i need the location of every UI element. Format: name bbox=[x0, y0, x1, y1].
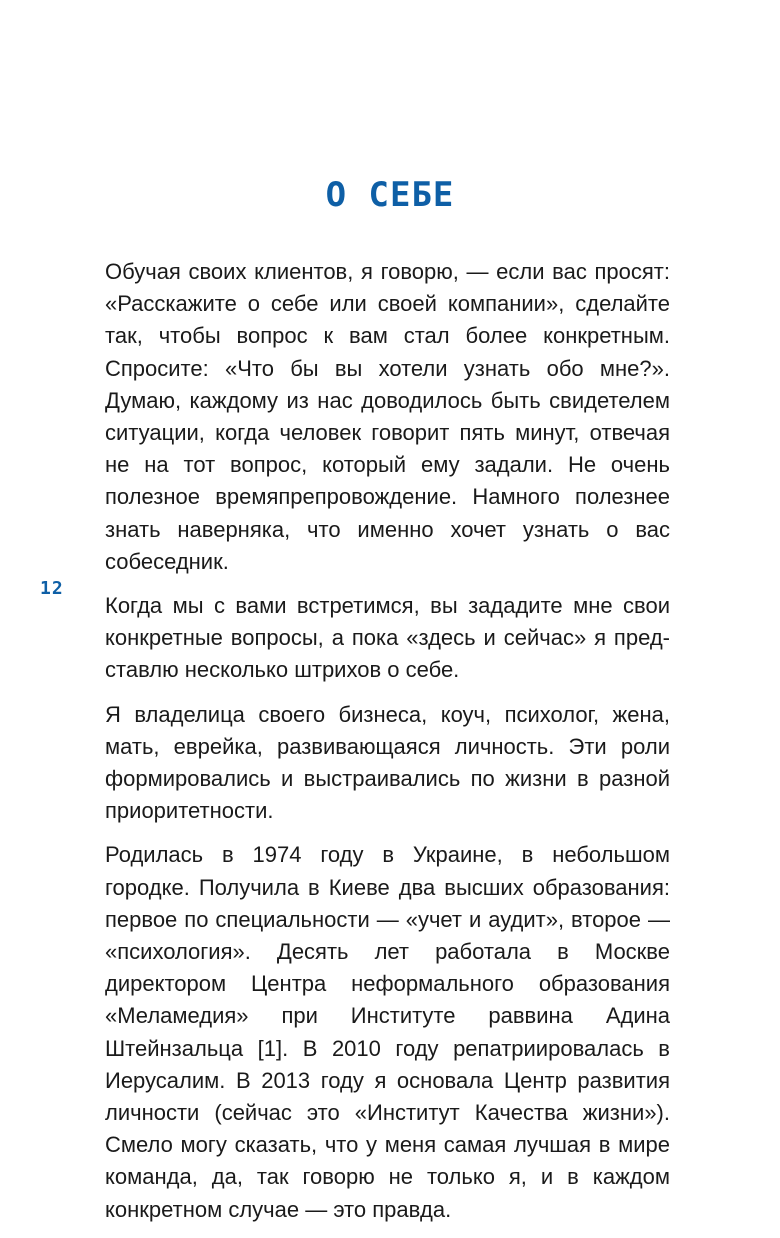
chapter-body bbox=[105, 256, 670, 1238]
chapter-title: О СЕБЕ bbox=[325, 174, 455, 215]
paragraph-biography: Родилась в 1974 году в Украине, в небольшом городке. Получила в Киеве два высших образования: первое по специальности — «учет и аудит», второе — «психология». Десять лет работала в Москве директором Центра неформального образования «Меламедия» при Институте раввина Адина Штейнзальца [1]. В 2010 году репатриировалась в Иерусалим. В 2013 году я основала Центр развития личности (сейчас это «Институт Качества жизни»). Смело могу сказать, что у меня самая лучшая в мире команда, да, так говорю не только я, и в каждом конкретном случае — это правда. bbox=[105, 842, 670, 1222]
paragraph-meeting: Когда мы с вами встретимся, вы зададите мне свои конкретные вопросы, а пока «здесь и сейчас» я представлю несколько штрихов о себе. bbox=[105, 593, 670, 683]
page-number: 12 bbox=[40, 578, 64, 599]
paragraph-roles: Я владелица своего бизнеса, коуч, психолог, жена, мать, еврейка, развивающаяся личность. Эти роли формировались и выстраивались по жизни в разной приоритетности. bbox=[105, 701, 670, 824]
paragraph-intro: Обучая своих клиентов, я говорю, — если вас просят: «Расскажите о себе или своей компании», сделайте так, чтобы вопрос к вам стал более конкретным. Спросите: «Что бы вы хотели узнать обо мне?». Думаю, каждому из нас доводилось быть свидетелем ситуации, когда человек говорит пять минут, отвечая не на тот вопрос, который ему задали. Не очень полезное времяпрепровождение. Намного полезнее знать наверняка, что именно хочет узнать о вас собеседник. bbox=[105, 259, 670, 574]
